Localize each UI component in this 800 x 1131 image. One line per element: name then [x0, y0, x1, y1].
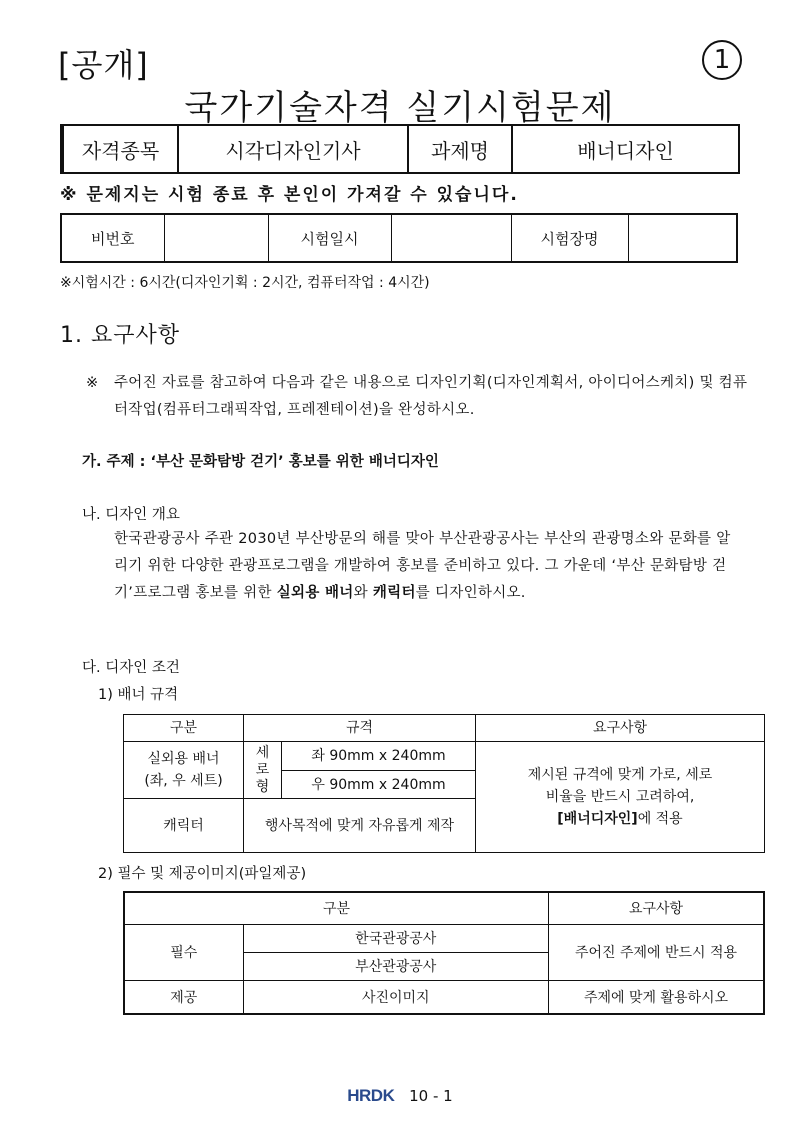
character-spec: 행사목적에 맞게 자유롭게 제작 [244, 799, 476, 853]
exam-number-field [164, 214, 268, 262]
outdoor-banner-label-line2: (좌, 우 세트) [144, 773, 223, 789]
banner-requirement [476, 742, 765, 853]
banner-header-category: 구분 [124, 715, 244, 742]
banner-requirement-line1: 제시된 규격에 맞게 가로, 세로 [527, 767, 713, 783]
overview-text-pre: 한국관광공사 주관 2030년 부산방문의 해를 맞아 부산관광공사는 부산의 관광명소와 문화를 알리기 위한 다양한 관광프로그램을 개발하여 홍보를 준비하고 있다. 그 가운데 ‘부산 문화탐방 걷기’프로그램 홍보를 위한 [114, 531, 731, 601]
qualification-value: 시각디자인기사 [178, 125, 408, 173]
overview-text-mid: 와 [353, 585, 373, 601]
banner-header-spec: 규격 [244, 715, 476, 742]
overview-text-post: 를 디자인하시오. [415, 585, 526, 601]
intro-paragraph: 주어진 자료를 참고하여 다음과 같은 내용으로 디자인기획(디자인계획서, 아이디어스케치) 및 컴퓨터작업(컴퓨터그래픽작업, 프레젠테이션)을 완성하시오. [114, 375, 748, 418]
page-number-circle: 1 [702, 40, 742, 80]
provided-label: 제공 [124, 980, 243, 1014]
spec-left: 좌 90mm x 240mm [282, 742, 476, 771]
task-value: 배너디자인 [512, 125, 739, 173]
required-item-bto: 부산관광공사 [243, 952, 549, 980]
provided-item: 사진이미지 [243, 980, 549, 1014]
outdoor-banner-label [124, 742, 244, 799]
banner-spec-table [123, 714, 765, 853]
hrdk-logo: HRDK [347, 1086, 395, 1105]
exam-date-field [391, 214, 511, 262]
intro-mark: ※ [86, 375, 99, 391]
public-label: [공개] [58, 46, 149, 84]
image-heading: 2) 필수 및 제공이미지(파일제공) [98, 866, 307, 882]
banner-header-requirement: 요구사항 [476, 715, 765, 742]
item-theme: 가. 주제 : ‘부산 문화탐방 걷기’ 홍보를 위한 배너디자인 [82, 454, 439, 470]
exam-number-label: 비번호 [61, 214, 164, 262]
vertical-type-label: 세로형 [244, 742, 282, 799]
qualification-info-table [60, 124, 740, 174]
required-requirement: 주어진 주제에 반드시 적용 [549, 924, 764, 980]
notice-text: ※ 문제지는 시험 종료 후 본인이 가져갈 수 있습니다. [60, 185, 519, 205]
image-header-requirement: 요구사항 [549, 892, 764, 924]
required-label: 필수 [124, 924, 243, 980]
qualification-label: 자격종목 [62, 125, 178, 173]
image-table [123, 891, 765, 1015]
overview-paragraph [114, 526, 744, 607]
document-title: 국가기술자격 실기시험문제 [184, 88, 616, 128]
outdoor-banner-label-line1: 실외용 배너 [147, 751, 220, 767]
exam-site-label: 시험장명 [511, 214, 628, 262]
task-label: 과제명 [408, 125, 512, 173]
exam-time-text: ※시험시간 : 6시간(디자인기획 : 2시간, 컴퓨터작업 : 4시간) [60, 275, 430, 291]
exam-id-table [60, 213, 738, 263]
item-overview-heading: 나. 디자인 개요 [82, 507, 180, 523]
banner-requirement-line3 [476, 808, 764, 830]
section-heading: 1. 요구사항 [60, 323, 180, 348]
image-header-category: 구분 [124, 892, 549, 924]
overview-bold-banner: 실외용 배너 [276, 585, 354, 601]
item-conditions-heading: 다. 디자인 조건 [82, 660, 180, 676]
page-footer [0, 1086, 800, 1106]
banner-requirement-rest: 에 적용 [637, 811, 683, 827]
exam-site-field [628, 214, 737, 262]
exam-date-label: 시험일시 [268, 214, 391, 262]
overview-bold-character: 캐릭터 [372, 585, 416, 601]
banner-requirement-bold: [배너디자인] [557, 811, 638, 827]
required-item-kto: 한국관광공사 [243, 924, 549, 952]
banner-requirement-line2: 비율을 반드시 고려하여, [545, 789, 695, 805]
provided-requirement: 주제에 맞게 활용하시오 [549, 980, 764, 1014]
spec-right: 우 90mm x 240mm [282, 771, 476, 799]
banner-spec-heading: 1) 배너 규격 [98, 687, 179, 703]
character-label: 캐릭터 [124, 799, 244, 853]
footer-page-number: 10 - 1 [409, 1087, 453, 1105]
